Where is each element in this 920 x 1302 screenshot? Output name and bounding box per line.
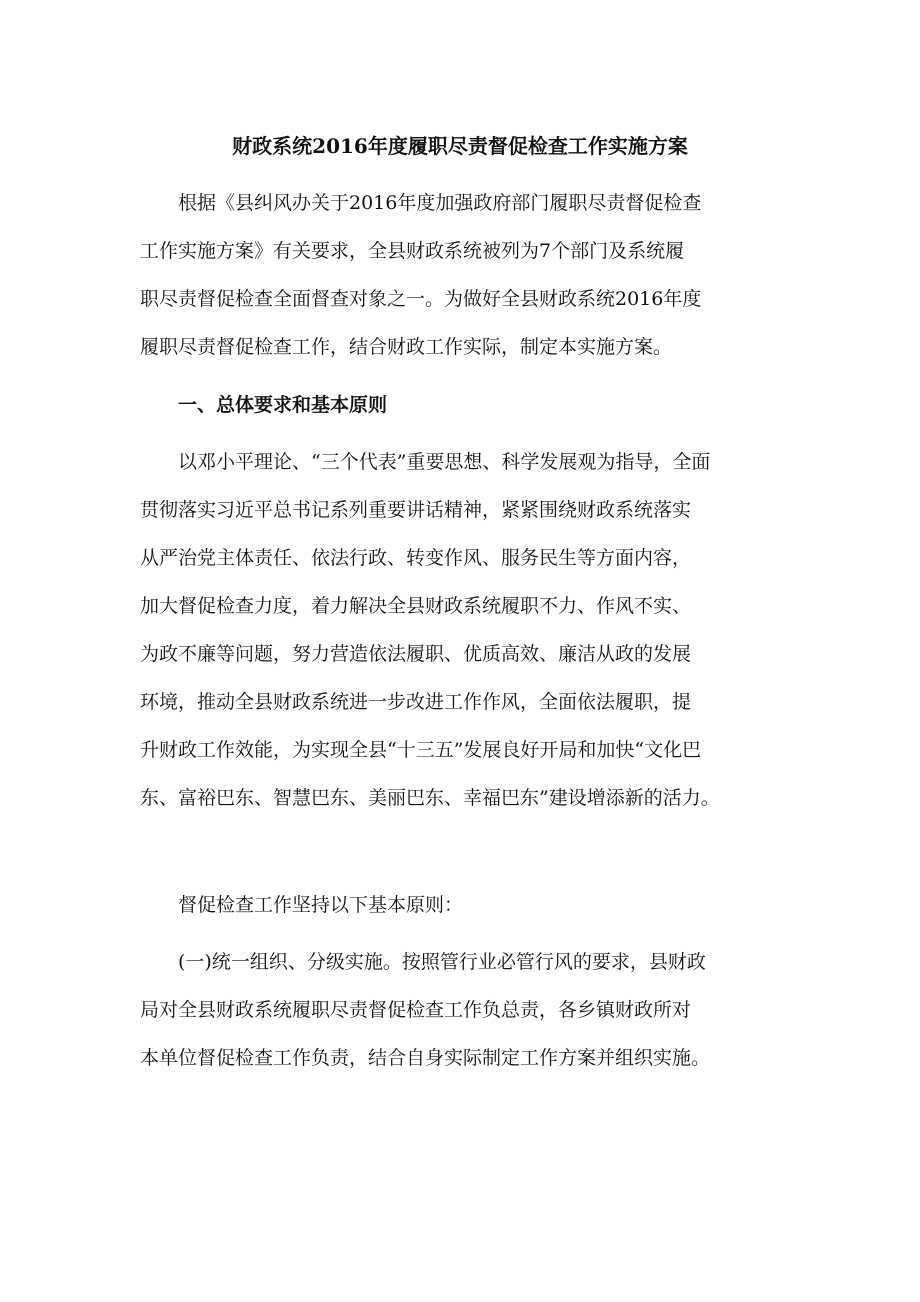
section1-heading: 一、总体要求和基本原则 (178, 394, 388, 416)
intro-line-3: 职尽责督促检查全面督查对象之一。为做好全县财政系统2016年度 (140, 288, 702, 310)
section1-line-3: 从严治党主体责任、依法行政、转变作风、服务民生等方面内容， (140, 547, 692, 569)
section1-line-7: 升财政工作效能，为实现全县“十三五”发展良好开局和加快“文化巴 (140, 739, 702, 761)
intro-line-1: 根据《县纠风办关于2016年度加强政府部门履职尽责督促检查 (178, 192, 702, 214)
document-title: 财政系统2016年度履职尽责督促检查工作实施方案 (232, 134, 688, 158)
intro-line-2: 工作实施方案》有关要求，全县财政系统被列为7个部门及系统履 (140, 240, 685, 262)
intro-line-4: 履职尽责督促检查工作，结合财政工作实际，制定本实施方案。 (140, 336, 673, 358)
section1-line-1: 以邓小平理论、“三个代表”重要思想、科学发展观为指导，全面 (178, 451, 711, 473)
principle1-line-2: 局对全县财政系统履职尽责督促检查工作负总责，各乡镇财政所对 (140, 999, 692, 1021)
section1-line-6: 环境，推动全县财政系统进一步改进工作作风，全面依法履职，提 (140, 691, 692, 713)
principle1-line-3: 本单位督促检查工作负责，结合自身实际制定工作方案并组织实施。 (140, 1047, 711, 1069)
section1-line-5: 为政不廉等问题，努力营造依法履职、优质高效、廉洁从政的发展 (140, 643, 692, 665)
section1-line-4: 加大督促检查力度，着力解决全县财政系统履职不力、作风不实、 (140, 595, 692, 617)
section1-line-2: 贯彻落实习近平总书记系列重要讲话精神，紧紧围绕财政系统落实 (140, 499, 692, 521)
principles-intro: 督促检查工作坚持以下基本原则： (178, 894, 464, 916)
principle1-line-1: (一)统一组织、分级实施。按照管行业必管行风的要求，县财政 (178, 951, 706, 973)
section1-line-8: 东、富裕巴东、智慧巴东、美丽巴东、幸福巴东”建设增添新的活力。 (140, 787, 720, 809)
